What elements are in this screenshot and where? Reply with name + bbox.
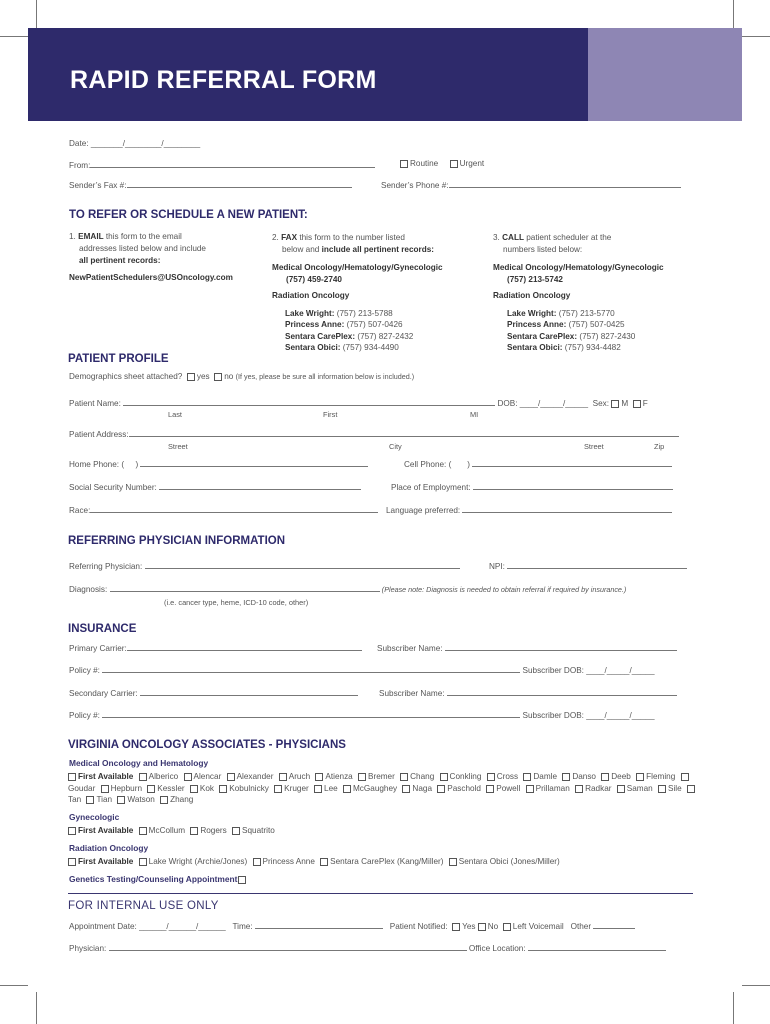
- form-title: RAPID REFERRAL FORM: [70, 66, 377, 94]
- medonc-physician-name: Chang: [410, 772, 435, 781]
- medonc-physician-name: Tan: [68, 795, 82, 805]
- crop-mark: [742, 985, 770, 986]
- medonc-physician-checkbox[interactable]: [575, 785, 583, 793]
- last-hint: Last: [168, 410, 182, 419]
- fax-field[interactable]: [127, 179, 352, 188]
- medonc-physician-checkbox[interactable]: [687, 785, 695, 793]
- medonc-physician-checkbox[interactable]: [160, 796, 168, 804]
- voicemail-checkbox[interactable]: [503, 923, 511, 931]
- zip-hint: Zip: [654, 442, 665, 451]
- medonc-heading: Medical Oncology and Hematology: [69, 758, 209, 768]
- medonc-physician-checkbox[interactable]: [117, 796, 125, 804]
- date-row: [69, 139, 200, 148]
- medonc-physician-option[interactable]: [343, 784, 397, 793]
- patient-name-field[interactable]: [123, 397, 495, 406]
- rad-location-name: Lake Wright (Archie/Jones): [148, 857, 248, 866]
- call-radonc-heading: Radiation Oncology: [493, 291, 571, 300]
- gyn-physician-option[interactable]: [139, 826, 185, 835]
- rad-location-checkbox[interactable]: [320, 858, 328, 866]
- sex-f-checkbox[interactable]: [633, 400, 641, 408]
- medonc-physician-option[interactable]: [190, 784, 214, 793]
- medonc-physician-option[interactable]: [402, 784, 432, 793]
- diagnosis-row: Diagnosis: (Please note: Diagnosis is needed to obtain referral if required by insurance.): [69, 585, 627, 594]
- ssn-field[interactable]: [159, 481, 361, 490]
- gyn-physician-checkbox[interactable]: [190, 827, 198, 835]
- primary-carrier-row: Primary Carrier:: [69, 642, 362, 653]
- medonc-physician-name: Naga: [412, 783, 432, 793]
- medonc-physician-checkbox[interactable]: [658, 785, 666, 793]
- office-location-field[interactable]: [528, 942, 666, 951]
- medonc-physician-name: Alberico: [148, 772, 179, 781]
- internal-physician-field[interactable]: [109, 942, 467, 951]
- crop-mark: [733, 0, 734, 30]
- medonc-physician-name: Hepburn: [110, 783, 143, 793]
- employer-row: Place of Employment:: [391, 481, 673, 492]
- phone-row: [381, 179, 681, 190]
- medonc-physician-option[interactable]: [437, 784, 481, 793]
- medonc-physician-option[interactable]: [601, 772, 631, 781]
- medonc-physician-checkbox[interactable]: [601, 773, 609, 781]
- other-field[interactable]: [593, 920, 635, 929]
- priority-row: [400, 159, 484, 168]
- routine-label: Routine: [410, 159, 439, 168]
- medonc-physician-checkbox[interactable]: [219, 785, 227, 793]
- home-phone-field[interactable]: [140, 458, 368, 467]
- urgent-label: Urgent: [459, 159, 485, 168]
- medonc-physician-name: Bremer: [368, 772, 395, 781]
- crop-mark: [36, 992, 37, 1024]
- state-hint: Street: [584, 442, 604, 451]
- rad-location-checkbox[interactable]: [139, 858, 147, 866]
- street-hint: Street: [168, 442, 188, 451]
- fax-radonc-heading: Radiation Oncology: [272, 291, 350, 300]
- medonc-physician-name: Tian: [96, 795, 113, 805]
- medonc-physician-checkbox[interactable]: [486, 785, 494, 793]
- medonc-physician-name: Lee: [324, 783, 338, 793]
- medonc-physician-name: Aruch: [288, 772, 311, 781]
- phone-label: Sender’s Phone #:: [381, 181, 449, 190]
- rad-location-option[interactable]: [449, 857, 560, 866]
- crop-mark: [36, 0, 37, 30]
- ssn-row: Social Security Number:: [69, 481, 361, 492]
- gyn-physician-option[interactable]: [190, 826, 226, 835]
- medonc-physician-checkbox[interactable]: [227, 773, 235, 781]
- demo-no-checkbox[interactable]: [214, 373, 222, 381]
- subscriber-name-2-field[interactable]: [447, 687, 677, 696]
- medonc-physician-name: Paschold: [447, 783, 481, 793]
- medonc-physician-name: Damle: [533, 772, 558, 781]
- medonc-physician-name: Atienza: [325, 772, 353, 781]
- medonc-physician-option[interactable]: [575, 784, 611, 793]
- fax-label: Sender’s Fax #:: [69, 181, 127, 190]
- rad-location-option[interactable]: [253, 857, 315, 866]
- race-row: Race:: [69, 504, 378, 515]
- medonc-physician-option[interactable]: [160, 795, 193, 804]
- medonc-physician-name: Watson: [127, 795, 155, 805]
- medonc-physician-option[interactable]: [219, 784, 269, 793]
- crop-mark: [742, 36, 770, 37]
- secondary-carrier-field[interactable]: [140, 687, 358, 696]
- language-field[interactable]: [462, 504, 672, 513]
- policy-row-1: Policy #: Subscriber DOB: ____/_____/_____: [69, 666, 655, 675]
- patient-name-row: Patient Name: DOB: ____/_____/_____ Sex: M F: [69, 399, 648, 408]
- secondary-carrier-row: Secondary Carrier:: [69, 687, 358, 698]
- medonc-physician-checkbox[interactable]: [562, 773, 570, 781]
- medonc-physician-option[interactable]: [562, 772, 596, 781]
- medonc-physician-checkbox[interactable]: [617, 785, 625, 793]
- email-address[interactable]: NewPatientSchedulers@USOncology.com: [69, 272, 233, 282]
- referring-physician-field[interactable]: [145, 560, 460, 569]
- medonc-physician-name: McGaughey: [352, 783, 398, 793]
- medonc-physician-name: Kobulnicky: [229, 783, 269, 793]
- medonc-physician-checkbox[interactable]: [279, 773, 287, 781]
- medonc-physician-option[interactable]: [487, 772, 518, 781]
- crop-mark: [0, 36, 28, 37]
- medonc-physician-option[interactable]: [184, 772, 222, 781]
- demo-yes-checkbox[interactable]: [187, 373, 195, 381]
- language-row: Language preferred:: [386, 504, 672, 515]
- gyn-physician-checkbox[interactable]: [139, 827, 147, 835]
- medonc-physician-name: Sile: [668, 783, 682, 793]
- policy-1-field[interactable]: [102, 664, 520, 673]
- medonc-physician-option[interactable]: [315, 772, 352, 781]
- from-row: [69, 159, 375, 170]
- rad-location-name: Sentara CarePlex (Kang/Miller): [330, 857, 444, 866]
- rad-location-option[interactable]: [320, 857, 443, 866]
- rad-location-option[interactable]: [139, 857, 248, 866]
- date-label: Date:: [69, 139, 89, 148]
- rad-location-name: Sentara Obici (Jones/Miller): [458, 857, 560, 866]
- city-hint: City: [389, 442, 402, 451]
- medonc-physician-checkbox[interactable]: [526, 785, 534, 793]
- genetics-row: Genetics Testing/Counseling Appointment: [69, 874, 248, 884]
- subscriber-name-1-field[interactable]: [445, 642, 677, 651]
- referring-physician-row: Referring Physician:: [69, 560, 460, 571]
- policy-2-field[interactable]: [102, 709, 520, 718]
- from-field[interactable]: [90, 159, 375, 168]
- gyn-first-available-checkbox[interactable]: [68, 827, 76, 835]
- medonc-physician-name: Deeb: [611, 772, 631, 781]
- medonc-physician-option[interactable]: [117, 795, 154, 804]
- banner-edge: [540, 28, 588, 121]
- voa-heading: VIRGINIA ONCOLOGY ASSOCIATES - PHYSICIANS: [68, 739, 346, 751]
- address-field[interactable]: [129, 428, 679, 437]
- medonc-physician-option[interactable]: [139, 772, 179, 781]
- medonc-physician-name: Radkar: [585, 783, 612, 793]
- medonc-physician-name: Zhang: [170, 795, 194, 805]
- crop-mark: [733, 992, 734, 1024]
- gyn-physician-checkbox[interactable]: [232, 827, 240, 835]
- crop-mark: [0, 985, 28, 986]
- cell-phone-row: Cell Phone: ( ): [404, 458, 672, 469]
- medonc-physician-option[interactable]: [279, 772, 310, 781]
- phone-field[interactable]: [449, 179, 681, 188]
- medonc-physician-checkbox[interactable]: [315, 773, 323, 781]
- gyn-physician-name: Rogers: [200, 826, 227, 835]
- medonc-physician-checkbox[interactable]: [636, 773, 644, 781]
- medonc-physician-option[interactable]: [523, 772, 557, 781]
- medonc-physician-name: Kruger: [284, 783, 309, 793]
- time-field[interactable]: [255, 920, 383, 929]
- home-phone-row: Home Phone: ( ): [69, 458, 368, 469]
- routine-checkbox[interactable]: [400, 160, 408, 168]
- medonc-physician-option[interactable]: [526, 784, 570, 793]
- call-medonc: Medical Oncology/Hematology/Gynecologic (757) 213-5742: [493, 263, 664, 284]
- medonc-physician-checkbox[interactable]: [184, 773, 192, 781]
- medonc-physician-name: Cross: [496, 772, 519, 781]
- gyn-physician-name: McCollum: [148, 826, 186, 835]
- medonc-physician-name: Kok: [199, 783, 214, 793]
- medonc-physician-option[interactable]: [400, 772, 434, 781]
- medonc-physician-checkbox[interactable]: [343, 785, 351, 793]
- medonc-first-available-checkbox[interactable]: [68, 773, 76, 781]
- medonc-physician-checkbox[interactable]: [314, 785, 322, 793]
- medonc-physician-name: Kessler: [157, 783, 185, 793]
- diagnosis-hint: (i.e. cancer type, heme, ICD-10 code, other): [164, 598, 309, 607]
- medonc-physician-option[interactable]: [227, 772, 274, 781]
- medonc-physician-option[interactable]: [86, 795, 112, 804]
- medonc-physician-checkbox[interactable]: [139, 773, 147, 781]
- medonc-physician-name: Danso: [572, 772, 596, 781]
- gyn-heading: Gynecologic: [69, 812, 120, 822]
- refer-heading: TO REFER OR SCHEDULE A NEW PATIENT:: [69, 209, 308, 221]
- fax-row: [69, 179, 352, 190]
- medonc-physician-option[interactable]: [440, 772, 482, 781]
- medonc-physician-option[interactable]: [101, 784, 142, 793]
- insurance-heading: INSURANCE: [68, 623, 137, 635]
- medonc-physician-checkbox[interactable]: [440, 773, 448, 781]
- appointment-date-field[interactable]: ______/______/______: [139, 922, 226, 931]
- race-field[interactable]: [90, 504, 378, 513]
- date-field[interactable]: _______/________/________: [90, 139, 201, 148]
- primary-carrier-field[interactable]: [127, 642, 362, 651]
- notified-no-checkbox[interactable]: [478, 923, 486, 931]
- genetics-checkbox[interactable]: [238, 876, 246, 884]
- gyn-physician-name: Squatrito: [242, 826, 275, 835]
- gyn-list: First Available McCollum Rogers Squatrito: [68, 825, 698, 837]
- medonc-physician-checkbox[interactable]: [101, 785, 109, 793]
- medonc-physician-checkbox[interactable]: [523, 773, 531, 781]
- medonc-physician-option[interactable]: [658, 784, 682, 793]
- address-row: Patient Address:: [69, 428, 679, 439]
- employer-field[interactable]: [473, 481, 673, 490]
- call-radonc-list: Lake Wright: (757) 213-5770 Princess Anne: (757) 507-0425 Sentara CarePlex: (757) 827-2430 Sentara Obici: (757) 934-4482: [507, 309, 636, 352]
- refer-call-col: 3. CALL patient scheduler at the numbers listed below:: [493, 233, 612, 255]
- diagnosis-field[interactable]: [110, 583, 380, 592]
- medonc-physician-name: Alencar: [193, 772, 222, 781]
- dob-field[interactable]: ____/_____/_____: [519, 399, 589, 408]
- medonc-physician-name: Prillaman: [535, 783, 570, 793]
- medonc-physician-name: Conkling: [449, 772, 482, 781]
- medonc-physician-name: Saman: [626, 783, 653, 793]
- medonc-physician-option[interactable]: [636, 772, 675, 781]
- medonc-physician-checkbox[interactable]: [358, 773, 366, 781]
- medonc-physician-option[interactable]: [147, 784, 184, 793]
- sex-m-checkbox[interactable]: [611, 400, 619, 408]
- fax-medonc: Medical Oncology/Hematology/Gynecologic (757) 459-2740: [272, 263, 443, 284]
- subscriber-dob-2-field[interactable]: ____/_____/_____: [586, 711, 655, 720]
- medonc-physician-checkbox[interactable]: [437, 785, 445, 793]
- medonc-physician-checkbox[interactable]: [681, 773, 689, 781]
- refer-fax-col: 2. FAX this form to the number listed below and include all pertinent records:: [272, 233, 434, 255]
- mi-hint: MI: [470, 410, 479, 419]
- medonc-physician-option[interactable]: [358, 772, 395, 781]
- subscriber-dob-1-field[interactable]: ____/_____/_____: [586, 666, 655, 675]
- rad-first-available-checkbox[interactable]: [68, 858, 76, 866]
- medonc-physician-option[interactable]: [274, 784, 309, 793]
- medonc-physician-checkbox[interactable]: [400, 773, 408, 781]
- medonc-physician-checkbox[interactable]: [402, 785, 410, 793]
- medonc-physician-name: Fleming: [646, 772, 676, 781]
- medonc-physician-option[interactable]: [617, 784, 653, 793]
- medonc-physician-name: Goudar: [68, 783, 96, 793]
- internal-physician-row: Physician: Office Location:: [69, 942, 666, 953]
- cell-phone-field[interactable]: [472, 458, 672, 467]
- medonc-physician-name: Powell: [496, 783, 521, 793]
- medonc-physician-checkbox[interactable]: [147, 785, 155, 793]
- rad-location-checkbox[interactable]: [449, 858, 457, 866]
- referring-physician-heading: REFERRING PHYSICIAN INFORMATION: [68, 535, 286, 547]
- demographics-row: Demographics sheet attached? yes no (If yes, please be sure all information below is included.): [69, 372, 415, 381]
- subscriber-row-2: Subscriber Name:: [379, 687, 677, 698]
- npi-row: NPI:: [489, 560, 687, 571]
- npi-field[interactable]: [507, 560, 687, 569]
- patient-profile-heading: PATIENT PROFILE: [68, 353, 169, 365]
- policy-row-2: Policy #: Subscriber DOB: ____/_____/_____: [69, 711, 655, 720]
- medonc-physician-checkbox[interactable]: [274, 785, 282, 793]
- divider: [68, 893, 693, 894]
- internal-heading: FOR INTERNAL USE ONLY: [68, 900, 219, 912]
- urgent-checkbox[interactable]: [450, 160, 458, 168]
- rad-list: First Available Lake Wright (Archie/Jones) Princess Anne Sentara CarePlex (Kang/Miller) Sentara Obici (Jones/Miller): [68, 856, 698, 868]
- rad-location-checkbox[interactable]: [253, 858, 261, 866]
- rad-location-name: Princess Anne: [262, 857, 315, 866]
- gyn-physician-option[interactable]: [232, 826, 275, 835]
- medonc-physician-checkbox[interactable]: [190, 785, 198, 793]
- refer-email-col: 1. EMAIL this form to the email addresses listed below and include all pertinent records: NewPatientSchedulers@USOncology.com: [69, 231, 233, 284]
- appointment-row: Appointment Date: ______/______/______ Time: Patient Notified: Yes No Left Voicemail Other: [69, 920, 635, 931]
- subscriber-row-1: Subscriber Name:: [377, 642, 677, 653]
- notified-yes-checkbox[interactable]: [452, 923, 460, 931]
- first-hint: First: [323, 410, 338, 419]
- medonc-physician-option[interactable]: [486, 784, 520, 793]
- medonc-physician-option[interactable]: [314, 784, 338, 793]
- medonc-list: First Available Alberico Alencar Alexander Aruch Atienza Bremer Chang Conkling Cross Damle Danso Deeb Fleming Goudar Hepburn Kessler Kok Kobulnicky Kruger Lee McGaughey Naga Paschold Powell Prillaman Radkar Saman Sile Tan Tian Watson Zhang: [68, 771, 698, 806]
- fax-radonc-list: Lake Wright: (757) 213-5788 Princess Anne: (757) 507-0426 Sentara CarePlex: (757) 827-2432 Sentara Obici: (757) 934-4490: [285, 309, 414, 352]
- medonc-physician-checkbox[interactable]: [86, 796, 94, 804]
- rad-heading: Radiation Oncology: [69, 843, 149, 853]
- medonc-physician-name: Alexander: [236, 772, 274, 781]
- from-label: From:: [69, 161, 91, 170]
- medonc-physician-checkbox[interactable]: [487, 773, 495, 781]
